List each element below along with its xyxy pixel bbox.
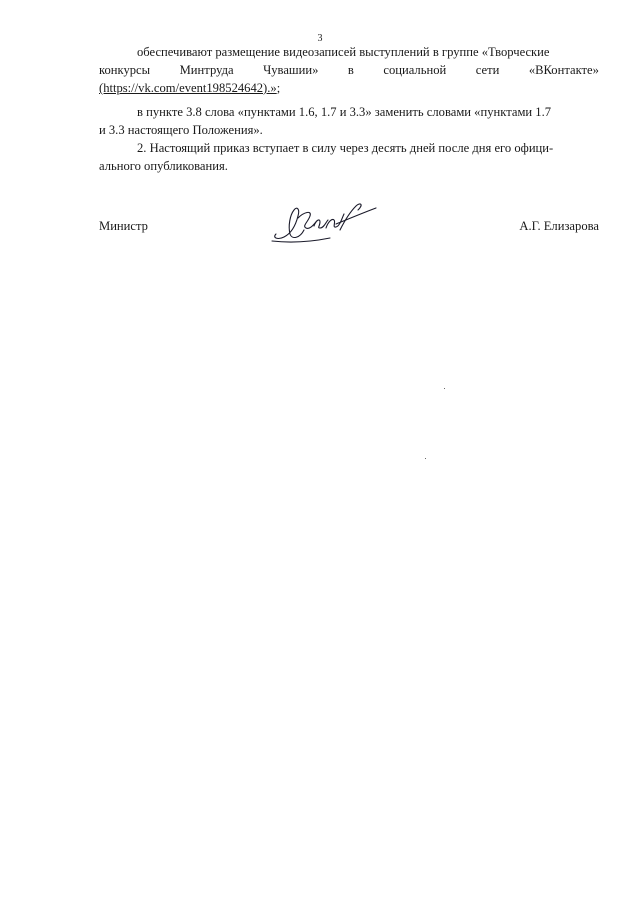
word: социальной xyxy=(383,63,447,77)
signer-name: А.Г. Елизарова xyxy=(519,219,599,233)
paragraph-line: и 3.3 настоящего Положения». xyxy=(99,123,263,137)
scan-speck xyxy=(444,388,445,389)
paragraph-line: 2. Настоящий приказ вступает в силу через десять дней после дня его офици- xyxy=(137,141,554,155)
scan-speck xyxy=(425,458,426,459)
word: конкурсы xyxy=(99,63,151,77)
word: Чувашии» xyxy=(263,63,319,77)
word: Минтруда xyxy=(179,63,234,77)
paragraph-line-justified xyxy=(99,62,599,78)
paragraph-line xyxy=(99,80,599,96)
paragraph-line: ального опубликования. xyxy=(99,159,228,173)
handwritten-signature xyxy=(270,200,380,245)
paragraph-line: обеспечивают размещение видеозаписей выступлений в группе «Творческие xyxy=(137,45,550,59)
word: «ВКонтакте» xyxy=(528,63,599,77)
word: сети xyxy=(475,63,500,77)
word: в xyxy=(347,63,354,77)
page-number: 3 xyxy=(317,33,323,44)
vk-link[interactable]: (https://vk.com/event198524642).» xyxy=(99,81,277,95)
paragraph-line: в пункте 3.8 слова «пунктами 1.6, 1.7 и 3.3» заменить словами «пунктами 1.7 xyxy=(137,105,552,119)
signer-position: Министр xyxy=(99,219,148,233)
punctuation: ; xyxy=(276,81,281,95)
